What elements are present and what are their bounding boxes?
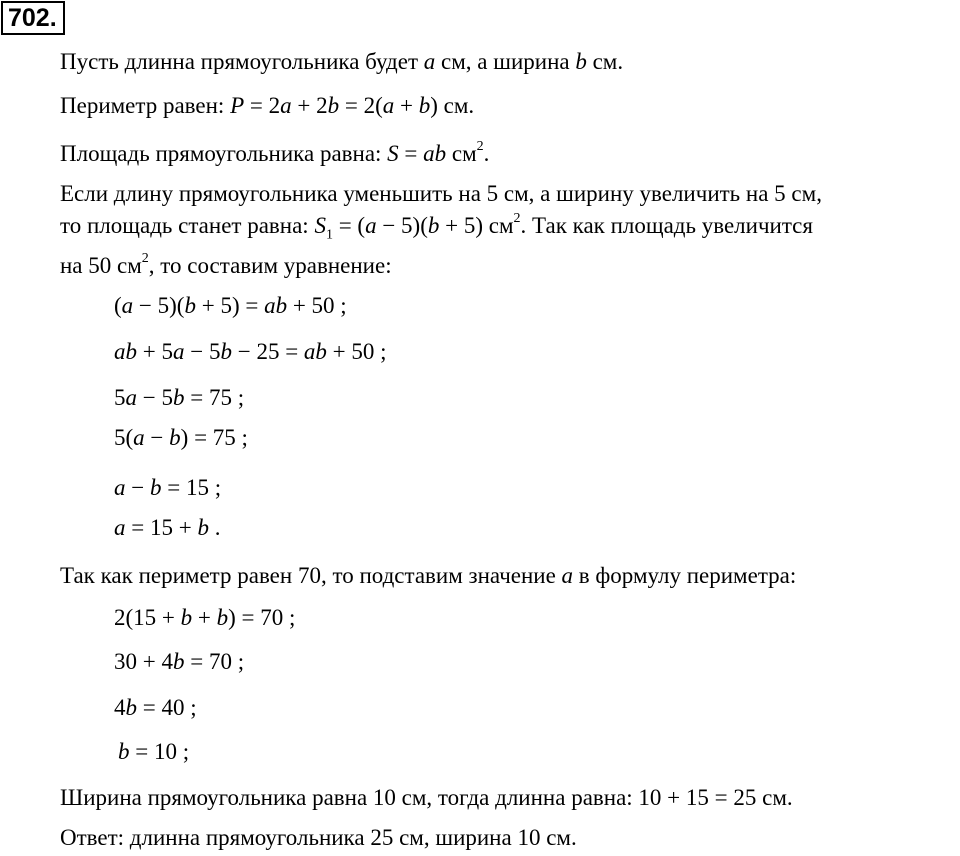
text-segment: 1 — [325, 227, 333, 243]
text-segment: = 15 + — [125, 515, 198, 540]
text-segment: 2 — [141, 251, 149, 267]
text-segment: = 10 ; — [129, 739, 190, 764]
text-line — [60, 784, 793, 812]
math-variable: ab — [114, 339, 137, 364]
text-segment: − 5)( — [133, 293, 185, 318]
text-segment: см — [446, 141, 477, 166]
text-segment: 2(15 + — [114, 605, 181, 630]
math-variable: S — [314, 213, 326, 238]
text-line — [60, 48, 623, 76]
text-segment: ( — [114, 293, 122, 318]
math-variable: b — [118, 739, 130, 764]
math-variable: b — [149, 475, 162, 500]
text-line — [60, 562, 796, 590]
text-segment: . Так как площадь увеличится — [520, 213, 813, 238]
equation-line — [114, 292, 347, 320]
math-variable: a — [133, 425, 145, 450]
math-variable: a — [172, 339, 185, 364]
math-variable: b — [427, 213, 440, 238]
text-segment: ) = 70 ; — [228, 605, 296, 630]
text-segment: + 50 ; — [287, 293, 347, 318]
text-segment: Ответ: длинна прямоугольника 25 см, ширина 10 см. — [60, 825, 577, 850]
text-segment: − 5)( — [376, 213, 428, 238]
equation-line — [114, 474, 221, 502]
text-line — [60, 211, 813, 243]
math-variable: a — [561, 563, 574, 588]
math-variable: P — [230, 93, 245, 118]
text-segment: = 2( — [339, 93, 383, 118]
math-variable: a — [125, 385, 137, 410]
math-variable: b — [169, 425, 181, 450]
equation-line — [114, 384, 244, 412]
equation-line — [114, 694, 197, 722]
text-segment: . — [208, 515, 221, 540]
math-variable: ab — [423, 141, 447, 166]
text-segment: + — [192, 605, 217, 630]
text-segment: Пусть длинна прямоугольника будет — [60, 49, 424, 74]
text-segment: = ( — [332, 213, 366, 238]
math-variable: a — [280, 93, 292, 118]
text-line — [60, 824, 577, 852]
text-line — [60, 252, 392, 280]
math-variable: b — [418, 93, 431, 118]
text-segment: − 25 = — [231, 339, 304, 364]
equation-line — [114, 424, 248, 452]
text-segment: = 40 ; — [137, 695, 197, 720]
math-variable: b — [216, 605, 229, 630]
math-variable: b — [327, 93, 340, 118]
text-segment: 30 + 4 — [114, 649, 173, 674]
text-segment: в формулу периметра: — [573, 563, 797, 588]
math-variable: b — [125, 695, 137, 720]
text-segment: Если длину прямоугольника уменьшить на 5 см, а ширину увеличить на 5 см, — [60, 181, 822, 206]
text-segment: см, а ширина — [435, 49, 576, 74]
equation-line — [114, 648, 244, 676]
problem-number: 702. — [1, 1, 65, 35]
text-segment: = 2 — [244, 93, 281, 118]
math-variable: b — [220, 339, 232, 364]
text-segment: ) см. — [430, 93, 475, 118]
math-variable: ab — [264, 293, 288, 318]
text-segment: = — [398, 141, 424, 166]
math-variable: a — [121, 293, 134, 318]
text-segment: = 15 ; — [161, 475, 222, 500]
equation-line — [114, 514, 220, 542]
math-variable: b — [197, 515, 209, 540]
text-segment: Так как периметр равен 70, то подставим значение — [60, 563, 562, 588]
math-variable: ab — [303, 339, 327, 364]
text-segment: см. — [586, 49, 624, 74]
equation-line — [114, 604, 295, 632]
math-variable: a — [365, 213, 377, 238]
text-segment: 5 — [114, 385, 126, 410]
text-line — [60, 140, 489, 168]
math-variable: S — [387, 141, 399, 166]
text-segment: + 5) = — [195, 293, 265, 318]
equation-line — [118, 738, 189, 766]
math-variable: b — [172, 649, 185, 674]
text-segment: то площадь станет равна: — [60, 213, 315, 238]
text-segment: 4 — [114, 695, 126, 720]
text-segment: = 75 ; — [184, 385, 245, 410]
text-segment: 5( — [114, 425, 134, 450]
text-segment: Площадь прямоугольника равна: — [60, 141, 388, 166]
text-segment: + 5) см — [439, 213, 514, 238]
text-segment: + 2 — [291, 93, 328, 118]
text-segment: Ширина прямоугольника равна 10 см, тогда длинна равна: 10 + 15 = 25 см. — [60, 785, 793, 810]
math-variable: b — [180, 605, 193, 630]
math-variable: a — [114, 515, 126, 540]
text-segment: ) = 75 ; — [180, 425, 248, 450]
math-variable: a — [382, 93, 395, 118]
math-variable: a — [114, 475, 126, 500]
text-segment: 2 — [513, 211, 521, 227]
text-segment: . — [483, 141, 490, 166]
text-segment: = 70 ; — [184, 649, 245, 674]
text-segment: на 50 см — [60, 253, 142, 278]
text-segment: + — [394, 93, 419, 118]
text-segment: − — [144, 425, 170, 450]
text-line — [60, 180, 822, 208]
text-segment: − — [125, 475, 150, 500]
text-segment: Периметр равен: — [60, 93, 231, 118]
math-variable: b — [184, 293, 196, 318]
math-variable: a — [423, 49, 436, 74]
text-line — [60, 92, 474, 120]
math-variable: b — [575, 49, 587, 74]
text-segment: − 5 — [137, 385, 173, 410]
text-segment: , то составим уравнение: — [148, 253, 392, 278]
text-segment: − 5 — [184, 339, 221, 364]
text-segment: 2 — [476, 139, 484, 155]
text-segment: + 5 — [137, 339, 173, 364]
math-variable: b — [172, 385, 185, 410]
equation-line — [114, 338, 387, 366]
text-segment: + 50 ; — [326, 339, 387, 364]
